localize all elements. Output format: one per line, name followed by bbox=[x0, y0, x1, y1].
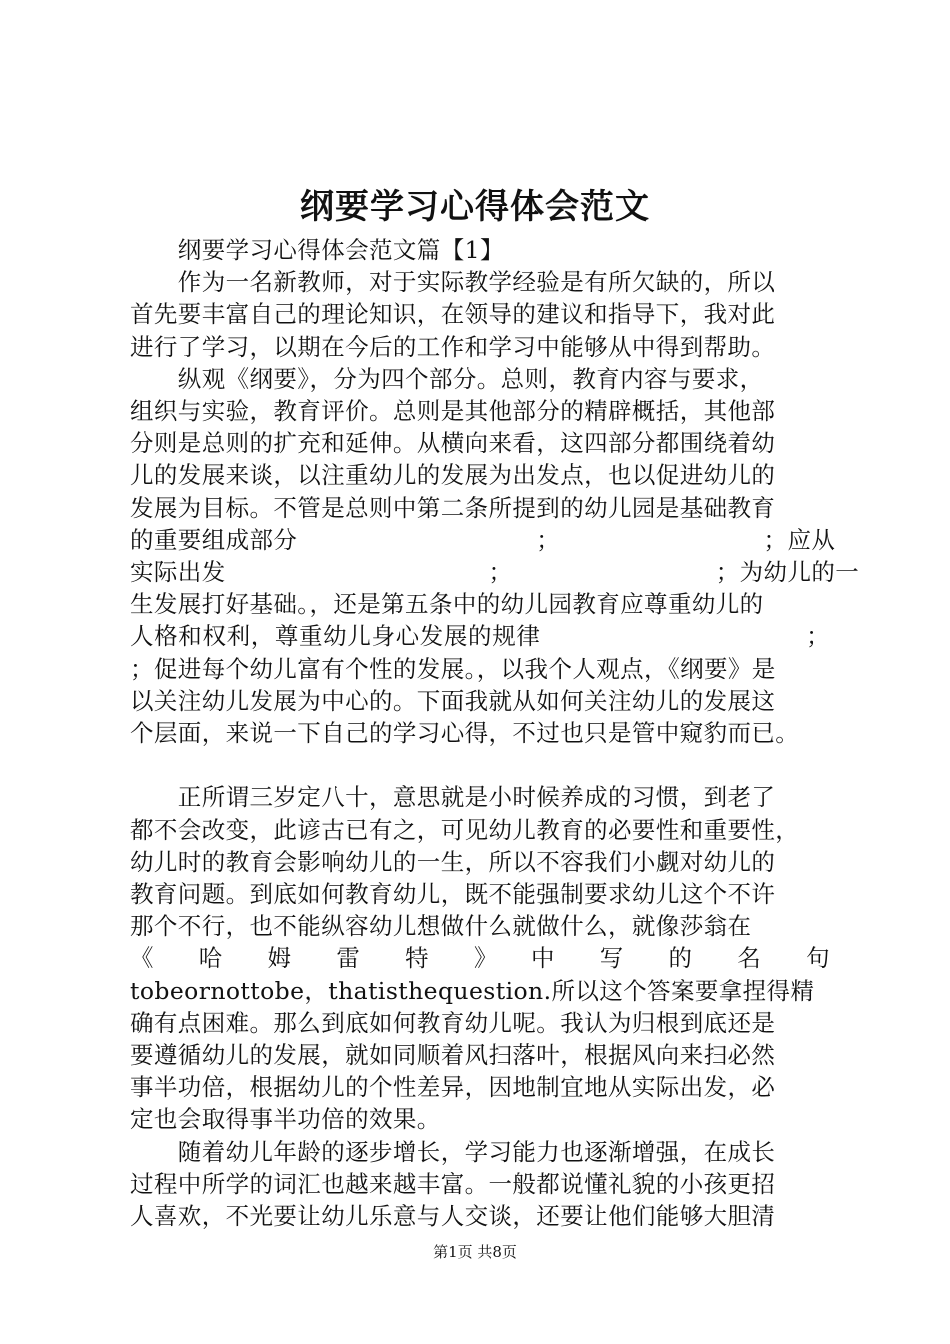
body-line: 生发展打好基础。，还是第五条中的幼儿园教育应尊重幼儿的 bbox=[130, 590, 764, 619]
body-line: 组织与实验，教育评价。总则是其他部分的精辟概括，其他部 bbox=[130, 397, 776, 425]
body-line: 实际出发 ； ；为幼儿的一 bbox=[130, 558, 860, 586]
body-line: 要遵循幼儿的发展，就如同顺着风扫落叶，根据风向来扫必然 bbox=[130, 1041, 776, 1069]
body-line: 儿的发展来谈，以注重幼儿的发展为出发点，也以促进幼儿的 bbox=[130, 461, 776, 490]
body-line: 《 哈 姆 雷 特 》 中 写 的 名 句 bbox=[130, 944, 830, 973]
body-line: 确有点困难。那么到底如何教育幼儿呢。我认为归根到底还是 bbox=[130, 1008, 776, 1037]
body-line: 个层面，来说一下自己的学习心得，不过也只是管中窥豹而已。 bbox=[130, 719, 800, 747]
body-line: 进行了学习，以期在今后的工作和学习中能够从中得到帮助。 bbox=[130, 332, 776, 361]
body-line: ；促进每个幼儿富有个性的发展。，以我个人观点，《纲要》是 bbox=[130, 654, 776, 683]
body-line: tobeornottobe，thatisthequestion.所以这个答案要拿捏得精 bbox=[130, 976, 815, 1005]
body-line: 以关注幼儿发展为中心的。下面我就从如何关注幼儿的发展这 bbox=[130, 686, 776, 715]
body-line: 纵观《纲要》，分为四个部分。总则，教育内容与要求， bbox=[130, 364, 764, 393]
body-line: 分则是总则的扩充和延伸。从横向来看，这四部分都围绕着幼 bbox=[130, 429, 776, 458]
body-line: 正所谓三岁定八十，意思就是小时候养成的习惯，到老了 bbox=[130, 783, 776, 812]
body-line: 过程中所学的词汇也越来越丰富。一般都说懂礼貌的小孩更招 bbox=[130, 1169, 776, 1198]
body-line: 教育问题。到底如何教育幼儿，既不能强制要求幼儿这个不许 bbox=[130, 880, 776, 908]
body-line: 人喜欢，不光要让幼儿乐意与人交谈，还要让他们能够大胆清 bbox=[130, 1202, 776, 1230]
document-title: 纲要学习心得体会范文 bbox=[300, 187, 650, 227]
body-line: 的重要组成部分 ； ；应从 bbox=[130, 525, 836, 554]
body-line: 那个不行，也不能纵容幼儿想做什么就做什么，就像莎翁在 bbox=[130, 912, 752, 941]
body-line: 随着幼儿年龄的逐步增长，学习能力也逐渐增强，在成长 bbox=[130, 1137, 776, 1166]
body-line: 首先要丰富自己的理论知识，在领导的建议和指导下，我对此 bbox=[130, 300, 776, 329]
body-line: 定也会取得事半功倍的效果。 bbox=[130, 1105, 441, 1134]
body-line: 都不会改变，此谚古已有之，可见幼儿教育的必要性和重要性， bbox=[130, 815, 800, 844]
body-line bbox=[130, 749, 830, 781]
body-line: 纲要学习心得体会范文篇【1】 bbox=[130, 236, 504, 264]
body-line: 幼儿时的教育会影响幼儿的一生，所以不容我们小觑对幼儿的 bbox=[130, 847, 776, 876]
body-line: 发展为目标。不管是总则中第二条所提到的幼儿园是基础教育 bbox=[130, 493, 776, 522]
body-line: 人格和权利，尊重幼儿身心发展的规律 ； bbox=[130, 622, 830, 651]
body-line: 作为一名新教师，对于实际教学经验是有所欠缺的，所以 bbox=[130, 268, 776, 297]
page-footer: 第1页 共8页 bbox=[433, 1243, 517, 1261]
body-line: 事半功倍，根据幼儿的个性差异，因地制宜地从实际出发，必 bbox=[130, 1073, 776, 1102]
